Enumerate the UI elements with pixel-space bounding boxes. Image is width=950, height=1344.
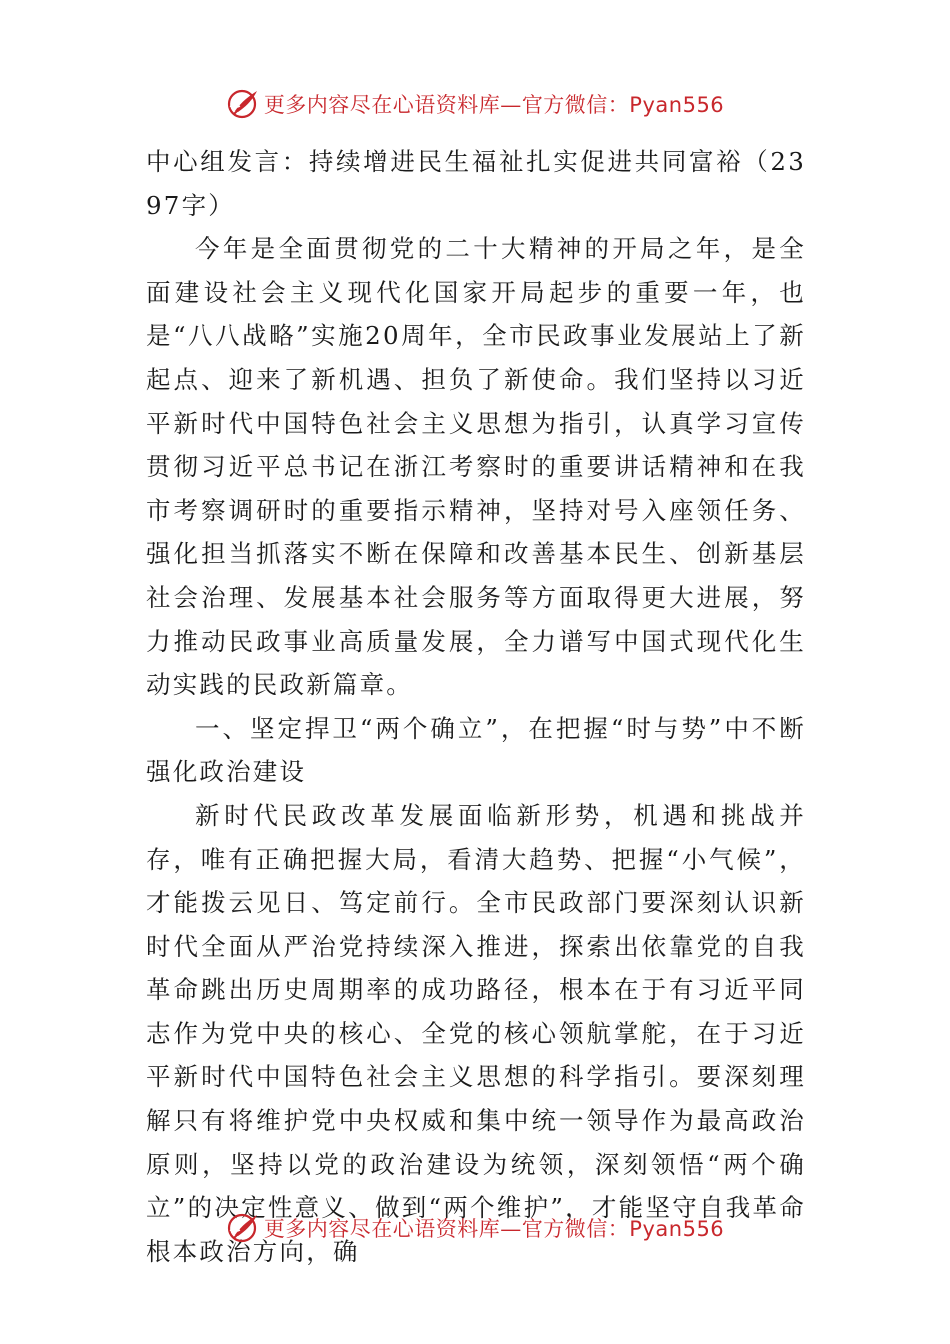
header-banner [0,84,950,124]
document-title: 中心组发言：持续增进民生福祉扎实促进共同富裕（2397字） [146,147,806,220]
paragraph-intro: 今年是全面贯彻党的二十大精神的开局之年，是全面建设社会主义现代化国家开局起步的重要一年，也是“八八战略”实施20周年，全市民政事业发展站上了新起点、迎来了新机遇、担负了新使命。我们坚持以习近平新时代中国特色社会主义思想为指引，认真学习宣传贯彻习近平总书记在浙江考察时的重要讲话精神和在我市考察调研时的重要指示精神，坚持对号入座领任务、强化担当抓落实不断在保障和改善基本民生、创新基层社会治理、发展基本社会服务等方面取得更大进展，努力推动民政事业高质量发展，全力谱写中国式现代化生动实践的民政新篇章。 [146,234,806,700]
section-heading-1: 一、坚定捍卫“两个确立”，在把握“时与势”中不断强化政治建设 [146,713,806,787]
quill-pen-logo-icon [226,86,262,122]
banner-right-text: 官方微信：Pyan556 [521,93,725,117]
footer-banner [0,1208,950,1248]
paragraph-section-1: 新时代民政改革发展面临新形势，机遇和挑战并存，唯有正确把握大局，看清大趋势、把握“小气候”，才能拨云见日、笃定前行。全市民政部门要深刻认识新时代全面从严治党持续深入推进，探索出依靠党的自我革命跳出历史周期率的成功路径，根本在于有习近平同志作为党中央的核心、全党的核心领航掌舵，在于习近平新时代中国特色社会主义思想的科学指引。要深刻理解只有将维护党中央权威和集中统一领导作为最高政治原则，坚持以党的政治建设为统领，深刻领悟“两个确立”的决定性意义、做到“两个维护”，才能坚守自我革命根本政治方向，确 [146,800,806,1266]
banner-left-text: 更多内容尽在心语资料库— [263,1217,522,1241]
banner-left-text: 更多内容尽在心语资料库— [263,93,522,117]
document-body [146,140,806,1273]
quill-pen-logo-icon [226,1210,262,1246]
banner-right-text: 官方微信：Pyan556 [521,1217,725,1241]
